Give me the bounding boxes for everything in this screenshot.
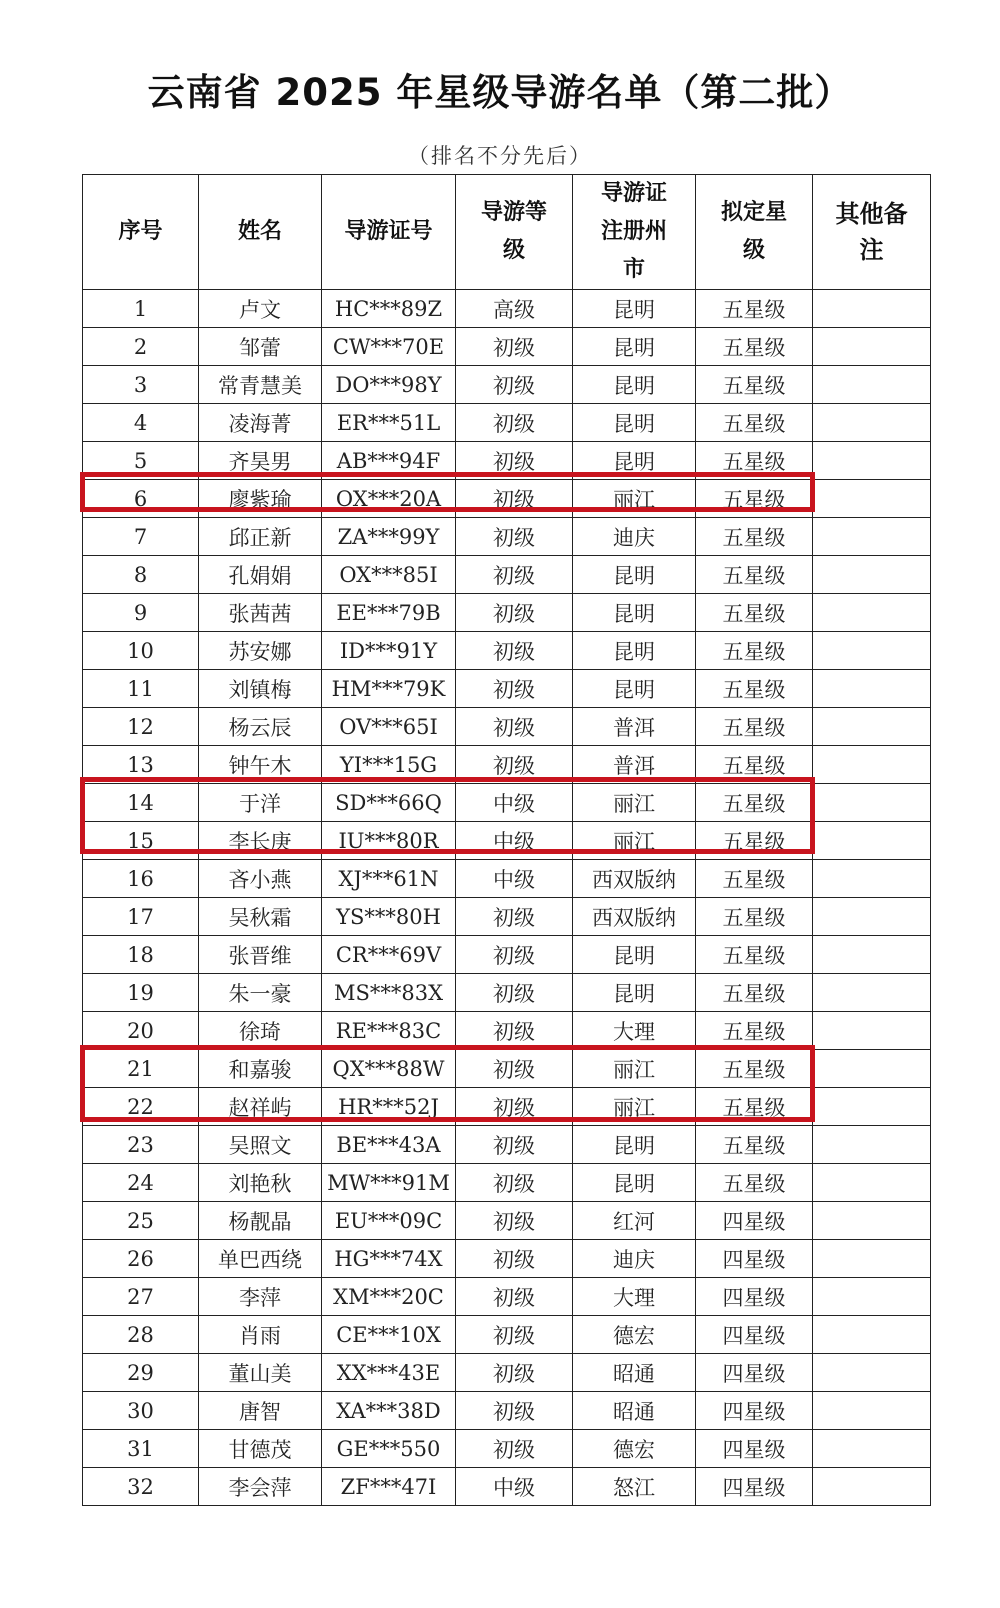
- cell-note: [813, 1126, 931, 1164]
- cell-note: [813, 328, 931, 366]
- cell-level: 初级: [456, 1392, 573, 1430]
- table-row: [83, 1392, 931, 1430]
- cell-license: OX***85I: [322, 556, 456, 594]
- cell-seq: 31: [83, 1430, 199, 1468]
- cell-seq: 11: [83, 670, 199, 708]
- cell-star: 五星级: [696, 670, 813, 708]
- cell-license: EU***09C: [322, 1202, 456, 1240]
- cell-name: 凌海菁: [199, 404, 322, 442]
- header-level: [456, 175, 573, 290]
- cell-seq: 26: [83, 1240, 199, 1278]
- table-row: [83, 518, 931, 556]
- cell-license: IU***80R: [322, 822, 456, 860]
- cell-name: 杨云辰: [199, 708, 322, 746]
- cell-level: 高级: [456, 290, 573, 328]
- cell-license: YS***80H: [322, 898, 456, 936]
- cell-license: ID***91Y: [322, 632, 456, 670]
- cell-star: 五星级: [696, 556, 813, 594]
- cell-note: [813, 708, 931, 746]
- header-name: 姓名: [199, 175, 322, 290]
- table-row: [83, 1126, 931, 1164]
- cell-license: OV***65I: [322, 708, 456, 746]
- header-star-line2: 级: [742, 238, 765, 263]
- cell-license: CR***69V: [322, 936, 456, 974]
- table-row: [83, 1050, 931, 1088]
- cell-name: 董山美: [199, 1354, 322, 1392]
- cell-star: 五星级: [696, 898, 813, 936]
- cell-name: 孔娟娟: [199, 556, 322, 594]
- table-row: [83, 1202, 931, 1240]
- cell-name: 单巴西绕: [199, 1240, 322, 1278]
- cell-license: HG***74X: [322, 1240, 456, 1278]
- cell-level: 初级: [456, 1050, 573, 1088]
- header-region-line3: 市: [622, 257, 645, 282]
- table-row: [83, 860, 931, 898]
- cell-seq: 1: [83, 290, 199, 328]
- cell-region: 昭通: [573, 1392, 696, 1430]
- header-region: [573, 175, 696, 290]
- table-row: [83, 442, 931, 480]
- cell-star: 四星级: [696, 1354, 813, 1392]
- cell-level: 初级: [456, 1278, 573, 1316]
- cell-note: [813, 480, 931, 518]
- table-row: [83, 822, 931, 860]
- cell-star: 五星级: [696, 1088, 813, 1126]
- cell-seq: 18: [83, 936, 199, 974]
- cell-level: 初级: [456, 556, 573, 594]
- document-title: 云南省 2025 年星级导游名单（第二批）: [147, 71, 853, 114]
- table-body: [83, 290, 931, 1506]
- cell-seq: 15: [83, 822, 199, 860]
- cell-level: 初级: [456, 670, 573, 708]
- cell-name: 邹蕾: [199, 328, 322, 366]
- cell-note: [813, 1240, 931, 1278]
- cell-seq: 30: [83, 1392, 199, 1430]
- cell-level: 初级: [456, 708, 573, 746]
- table-row: [83, 746, 931, 784]
- document-subtitle: （排名不分先后）: [408, 144, 592, 168]
- cell-license: YI***15G: [322, 746, 456, 784]
- header-star-line1: 拟定星: [720, 200, 787, 225]
- table-row: [83, 1278, 931, 1316]
- header-star: [696, 175, 813, 290]
- cell-level: 初级: [456, 1012, 573, 1050]
- cell-level: 初级: [456, 480, 573, 518]
- cell-name: 张茜茜: [199, 594, 322, 632]
- cell-star: 四星级: [696, 1316, 813, 1354]
- cell-license: MW***91M: [322, 1164, 456, 1202]
- cell-license: HC***89Z: [322, 290, 456, 328]
- cell-level: 中级: [456, 784, 573, 822]
- table-row: [83, 1468, 931, 1506]
- table-row: [83, 974, 931, 1012]
- cell-seq: 17: [83, 898, 199, 936]
- cell-license: XA***38D: [322, 1392, 456, 1430]
- cell-star: 五星级: [696, 480, 813, 518]
- cell-region: 普洱: [573, 746, 696, 784]
- cell-level: 初级: [456, 898, 573, 936]
- cell-region: 昆明: [573, 556, 696, 594]
- cell-star: 四星级: [696, 1278, 813, 1316]
- cell-star: 五星级: [696, 746, 813, 784]
- cell-license: XX***43E: [322, 1354, 456, 1392]
- cell-level: 中级: [456, 860, 573, 898]
- cell-note: [813, 442, 931, 480]
- cell-note: [813, 1430, 931, 1468]
- cell-region: 昆明: [573, 442, 696, 480]
- header-note-line1: 其他备: [835, 200, 908, 228]
- cell-name: 于洋: [199, 784, 322, 822]
- cell-note: [813, 670, 931, 708]
- cell-license: MS***83X: [322, 974, 456, 1012]
- cell-level: 初级: [456, 328, 573, 366]
- cell-name: 齐昊男: [199, 442, 322, 480]
- cell-region: 西双版纳: [573, 898, 696, 936]
- cell-level: 初级: [456, 936, 573, 974]
- cell-level: 初级: [456, 404, 573, 442]
- cell-region: 丽江: [573, 480, 696, 518]
- header-note-line2: 注: [859, 236, 884, 264]
- cell-name: 卢文: [199, 290, 322, 328]
- cell-region: 昆明: [573, 974, 696, 1012]
- cell-level: 初级: [456, 974, 573, 1012]
- cell-level: 初级: [456, 1316, 573, 1354]
- cell-seq: 12: [83, 708, 199, 746]
- cell-region: 昆明: [573, 936, 696, 974]
- cell-region: 丽江: [573, 1088, 696, 1126]
- cell-note: [813, 404, 931, 442]
- cell-license: CE***10X: [322, 1316, 456, 1354]
- cell-name: 李会萍: [199, 1468, 322, 1506]
- cell-note: [813, 822, 931, 860]
- cell-seq: 14: [83, 784, 199, 822]
- cell-note: [813, 518, 931, 556]
- cell-note: [813, 1354, 931, 1392]
- cell-region: 大理: [573, 1278, 696, 1316]
- cell-star: 五星级: [696, 1164, 813, 1202]
- cell-name: 吝小燕: [199, 860, 322, 898]
- table-header-row: [83, 175, 931, 290]
- cell-seq: 8: [83, 556, 199, 594]
- cell-name: 朱一豪: [199, 974, 322, 1012]
- cell-name: 徐琦: [199, 1012, 322, 1050]
- cell-note: [813, 1164, 931, 1202]
- cell-seq: 20: [83, 1012, 199, 1050]
- cell-level: 中级: [456, 822, 573, 860]
- cell-star: 五星级: [696, 708, 813, 746]
- table-row: [83, 556, 931, 594]
- header-level-line1: 导游等: [480, 200, 547, 225]
- table-row: [83, 1164, 931, 1202]
- header-seq: 序号: [83, 175, 199, 290]
- cell-note: [813, 898, 931, 936]
- cell-note: [813, 366, 931, 404]
- cell-seq: 6: [83, 480, 199, 518]
- cell-star: 五星级: [696, 366, 813, 404]
- cell-star: 五星级: [696, 290, 813, 328]
- cell-license: ZA***99Y: [322, 518, 456, 556]
- cell-seq: 2: [83, 328, 199, 366]
- cell-level: 初级: [456, 1240, 573, 1278]
- cell-region: 昆明: [573, 404, 696, 442]
- cell-note: [813, 1012, 931, 1050]
- cell-license: DO***98Y: [322, 366, 456, 404]
- cell-name: 甘德茂: [199, 1430, 322, 1468]
- cell-region: 昆明: [573, 1164, 696, 1202]
- cell-region: 丽江: [573, 822, 696, 860]
- cell-license: CW***70E: [322, 328, 456, 366]
- table-row: [83, 328, 931, 366]
- cell-license: XJ***61N: [322, 860, 456, 898]
- cell-seq: 3: [83, 366, 199, 404]
- cell-region: 迪庆: [573, 518, 696, 556]
- cell-license: XM***20C: [322, 1278, 456, 1316]
- cell-level: 初级: [456, 1164, 573, 1202]
- cell-level: 初级: [456, 366, 573, 404]
- cell-seq: 27: [83, 1278, 199, 1316]
- cell-region: 昆明: [573, 1126, 696, 1164]
- cell-seq: 10: [83, 632, 199, 670]
- cell-note: [813, 556, 931, 594]
- cell-seq: 4: [83, 404, 199, 442]
- cell-region: 昭通: [573, 1354, 696, 1392]
- cell-region: 昆明: [573, 670, 696, 708]
- cell-star: 五星级: [696, 442, 813, 480]
- cell-level: 初级: [456, 632, 573, 670]
- cell-name: 邱正新: [199, 518, 322, 556]
- cell-name: 赵祥屿: [199, 1088, 322, 1126]
- cell-star: 五星级: [696, 860, 813, 898]
- cell-license: ZF***47I: [322, 1468, 456, 1506]
- cell-seq: 23: [83, 1126, 199, 1164]
- cell-region: 丽江: [573, 784, 696, 822]
- table-row: [83, 594, 931, 632]
- header-note: [813, 175, 931, 290]
- cell-seq: 21: [83, 1050, 199, 1088]
- cell-note: [813, 1278, 931, 1316]
- cell-level: 初级: [456, 1088, 573, 1126]
- cell-seq: 28: [83, 1316, 199, 1354]
- cell-seq: 22: [83, 1088, 199, 1126]
- table-row: [83, 936, 931, 974]
- table-row: [83, 632, 931, 670]
- cell-star: 五星级: [696, 518, 813, 556]
- cell-license: SD***66Q: [322, 784, 456, 822]
- cell-name: 吴照文: [199, 1126, 322, 1164]
- cell-level: 初级: [456, 442, 573, 480]
- cell-star: 五星级: [696, 632, 813, 670]
- table-row: [83, 1430, 931, 1468]
- cell-star: 五星级: [696, 822, 813, 860]
- cell-star: 五星级: [696, 1126, 813, 1164]
- table-row: [83, 708, 931, 746]
- cell-license: EE***79B: [322, 594, 456, 632]
- cell-name: 肖雨: [199, 1316, 322, 1354]
- cell-star: 四星级: [696, 1202, 813, 1240]
- cell-region: 红河: [573, 1202, 696, 1240]
- cell-note: [813, 1202, 931, 1240]
- cell-name: 苏安娜: [199, 632, 322, 670]
- cell-region: 德宏: [573, 1316, 696, 1354]
- cell-region: 怒江: [573, 1468, 696, 1506]
- table-row: [83, 366, 931, 404]
- cell-seq: 9: [83, 594, 199, 632]
- cell-note: [813, 1088, 931, 1126]
- cell-note: [813, 974, 931, 1012]
- cell-note: [813, 594, 931, 632]
- cell-star: 五星级: [696, 1012, 813, 1050]
- cell-star: 五星级: [696, 1050, 813, 1088]
- cell-level: 初级: [456, 594, 573, 632]
- cell-license: HM***79K: [322, 670, 456, 708]
- table-row: [83, 898, 931, 936]
- cell-region: 普洱: [573, 708, 696, 746]
- cell-seq: 13: [83, 746, 199, 784]
- cell-note: [813, 784, 931, 822]
- cell-seq: 16: [83, 860, 199, 898]
- cell-seq: 24: [83, 1164, 199, 1202]
- cell-license: HR***52J: [322, 1088, 456, 1126]
- cell-level: 初级: [456, 746, 573, 784]
- cell-note: [813, 1468, 931, 1506]
- cell-seq: 25: [83, 1202, 199, 1240]
- cell-region: 西双版纳: [573, 860, 696, 898]
- cell-region: 昆明: [573, 632, 696, 670]
- cell-license: ER***51L: [322, 404, 456, 442]
- cell-region: 迪庆: [573, 1240, 696, 1278]
- cell-note: [813, 936, 931, 974]
- table-row: [83, 290, 931, 328]
- cell-name: 廖紫瑜: [199, 480, 322, 518]
- header-license: 导游证号: [322, 175, 456, 290]
- cell-note: [813, 746, 931, 784]
- cell-star: 四星级: [696, 1392, 813, 1430]
- cell-license: GE***550: [322, 1430, 456, 1468]
- cell-star: 五星级: [696, 404, 813, 442]
- cell-level: 中级: [456, 1468, 573, 1506]
- cell-seq: 19: [83, 974, 199, 1012]
- cell-name: 和嘉骏: [199, 1050, 322, 1088]
- cell-name: 李萍: [199, 1278, 322, 1316]
- table-row: [83, 1354, 931, 1392]
- cell-name: 常青慧美: [199, 366, 322, 404]
- header-region-line2: 注册州: [600, 219, 667, 244]
- cell-star: 五星级: [696, 594, 813, 632]
- cell-note: [813, 1316, 931, 1354]
- cell-license: AB***94F: [322, 442, 456, 480]
- cell-star: 五星级: [696, 936, 813, 974]
- table-row: [83, 670, 931, 708]
- cell-seq: 32: [83, 1468, 199, 1506]
- cell-note: [813, 290, 931, 328]
- cell-level: 初级: [456, 1430, 573, 1468]
- cell-region: 昆明: [573, 594, 696, 632]
- cell-license: OX***20A: [322, 480, 456, 518]
- cell-note: [813, 1050, 931, 1088]
- cell-name: 刘艳秋: [199, 1164, 322, 1202]
- table-row: [83, 1316, 931, 1354]
- cell-note: [813, 860, 931, 898]
- cell-region: 昆明: [573, 366, 696, 404]
- cell-level: 初级: [456, 1202, 573, 1240]
- cell-license: BE***43A: [322, 1126, 456, 1164]
- cell-name: 刘镇梅: [199, 670, 322, 708]
- cell-region: 德宏: [573, 1430, 696, 1468]
- cell-star: 五星级: [696, 784, 813, 822]
- cell-region: 昆明: [573, 328, 696, 366]
- table-row: [83, 1240, 931, 1278]
- header-region-line1: 导游证: [600, 181, 667, 206]
- table-row: [83, 784, 931, 822]
- cell-level: 初级: [456, 1126, 573, 1164]
- cell-star: 四星级: [696, 1240, 813, 1278]
- cell-region: 丽江: [573, 1050, 696, 1088]
- cell-name: 杨靓晶: [199, 1202, 322, 1240]
- cell-note: [813, 1392, 931, 1430]
- cell-star: 五星级: [696, 974, 813, 1012]
- cell-seq: 29: [83, 1354, 199, 1392]
- header-level-line2: 级: [502, 238, 525, 263]
- cell-level: 初级: [456, 1354, 573, 1392]
- cell-name: 张晋维: [199, 936, 322, 974]
- cell-region: 昆明: [573, 290, 696, 328]
- cell-star: 五星级: [696, 328, 813, 366]
- cell-region: 大理: [573, 1012, 696, 1050]
- cell-license: QX***88W: [322, 1050, 456, 1088]
- table-row: [83, 480, 931, 518]
- cell-name: 李长庚: [199, 822, 322, 860]
- cell-license: RE***83C: [322, 1012, 456, 1050]
- table-row: [83, 1088, 931, 1126]
- cell-note: [813, 632, 931, 670]
- cell-seq: 7: [83, 518, 199, 556]
- cell-name: 钟午木: [199, 746, 322, 784]
- cell-star: 四星级: [696, 1430, 813, 1468]
- table-row: [83, 404, 931, 442]
- cell-name: 唐智: [199, 1392, 322, 1430]
- cell-star: 四星级: [696, 1468, 813, 1506]
- cell-level: 初级: [456, 518, 573, 556]
- guide-roster-table: [82, 174, 931, 1506]
- table-row: [83, 1012, 931, 1050]
- cell-name: 吴秋霜: [199, 898, 322, 936]
- cell-seq: 5: [83, 442, 199, 480]
